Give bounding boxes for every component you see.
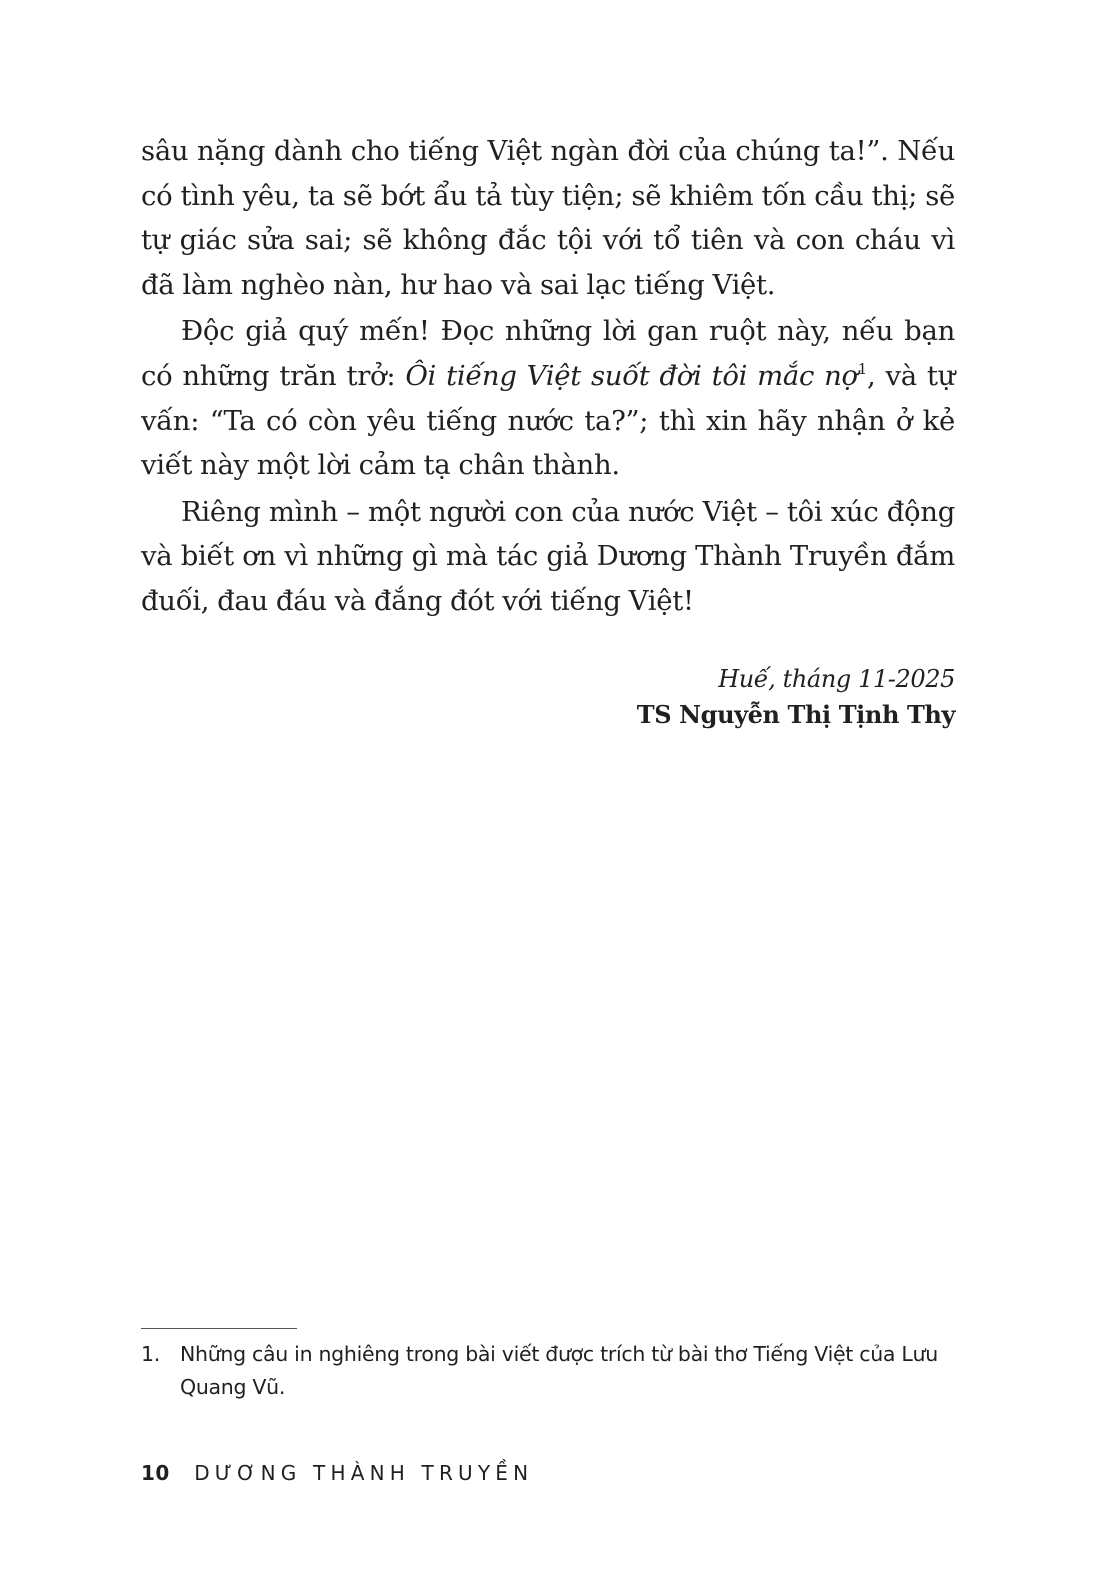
footnote [141,1338,955,1404]
running-footer-author: DƯƠNG THÀNH TRUYỀN [194,1461,534,1485]
italic-quote: Ôi tiếng Việt suốt đời tôi mắc nợ [405,359,858,392]
running-footer [141,1459,533,1487]
paragraph-1: sâu nặng dành cho tiếng Việt ngàn đời của chúng ta!”. Nếu có tình yêu, ta sẽ bớt ẩu tả tùy tiện; sẽ khiêm tốn cầu thị; sẽ tự giác sửa sai; sẽ không đắc tội với tổ tiên và con cháu vì đã làm nghèo nàn, hư hao và sai lạc tiếng Việt. [141,135,955,301]
paragraph-2-text-end: , và tự vấn: “Ta có còn yêu tiếng nước ta?”; thì xin hãy nhận ở kẻ viết này một lời cảm tạ chân thành. [141,359,955,482]
body-text [141,129,955,626]
paragraph-2-text-start: Độc giả quý mến! Đọc những lời gan ruột này, nếu bạn có những trăn trở: [141,315,955,392]
signature-author: TS Nguyễn Thị Tịnh Thy [636,700,955,729]
footnote-reference: 1 [857,359,868,378]
signature-block [637,662,955,732]
footnote-number: 1. [141,1342,160,1366]
paragraph-3: Riêng mình – một người con của nước Việt – tôi xúc động và biết ơn vì những gì mà tác giả Dương Thành Truyền đắm đuối, đau đáu và đắng đót với tiếng Việt! [141,495,955,617]
page-number: 10 [141,1461,170,1485]
footnote-divider [141,1328,297,1329]
footnote-text: Những câu in nghiêng trong bài viết được trích từ bài thơ Tiếng Việt của Lưu Quang Vũ. [180,1342,938,1399]
place-date: Huế, tháng 11-2025 [718,665,955,693]
paragraph-2 [141,309,955,487]
